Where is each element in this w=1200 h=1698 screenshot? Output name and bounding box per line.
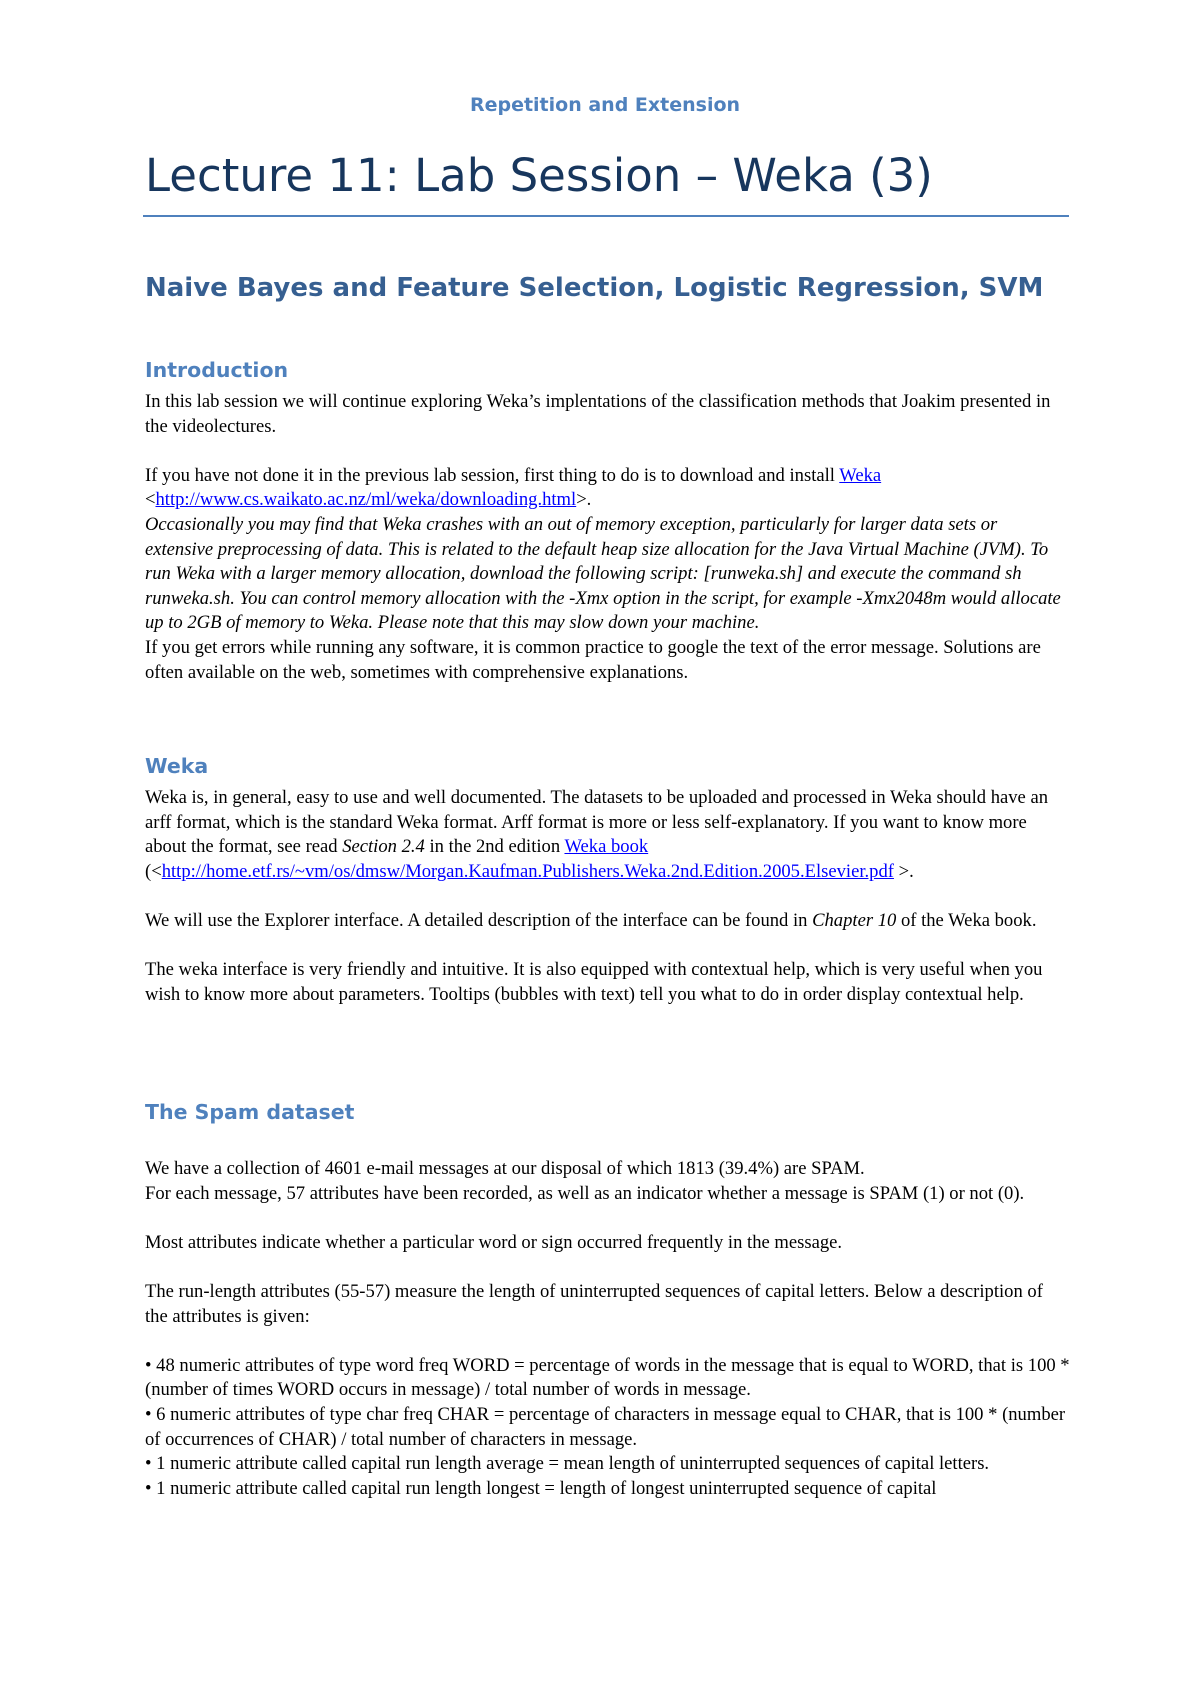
weka-link[interactable]: Weka [839,464,882,486]
weka-block [145,786,1070,1007]
spam-paragraph-1: We have a collection of 4601 e-mail messages at our disposal of which 1813 (39.4%) are SPAM. [145,1158,865,1179]
weka-paragraph-2 [145,909,1070,934]
weka-paragraph-1-mid: in the 2nd edition [424,836,565,858]
close-paren: >. [893,860,914,882]
weka-book-url-link[interactable]: http://home.etf.rs/~vm/os/dmsw/Morgan.Kaufman.Publishers.Weka.2nd.Edition.2005.Elsevier.pdf [161,860,894,882]
weka-paragraph-1 [145,786,1070,884]
spam-paragraph-2: For each message, 57 attributes have been recorded, as well as an indicator whether a message is SPAM (1) or not (0). [145,1182,1025,1204]
weka-paragraph-2-end: of the Weka book. [896,909,1037,931]
introduction-paragraph-1: In this lab session we will continue exploring Weka’s implentations of the classification methods that Joakim presented in the videolectures. [145,391,1051,437]
section-heading: Naive Bayes and Feature Selection, Logistic Regression, SVM [145,273,1044,303]
weka-paragraph-3: The weka interface is very friendly and intuitive. It is also equipped with contextual help, which is very useful when you wish to know more about parameters. Tooltips (bubbles with text) tell you what to do in order display contextual help. [145,959,1043,1005]
lt-sign: < [145,489,156,511]
open-paren: (< [145,860,162,882]
introduction-heading: Introduction [145,358,289,382]
page-title: Lecture 11: Lab Session – Weka (3) [145,149,933,202]
weka-download-url-link[interactable]: http://www.cs.waikato.ac.nz/ml/weka/downloading.html [155,489,577,511]
title-divider [143,215,1069,217]
attribute-bullet-1: • 48 numeric attributes of type word freq WORD = percentage of words in the message that is equal to WORD, that is 100 * (number of times WORD occurs in message) / total number of words in message. [145,1354,1070,1401]
weka-book-link[interactable]: Weka book [564,836,649,858]
header-subtitle: Repetition and Extension [469,94,741,116]
introduction-block [145,390,1070,685]
weka-paragraph-2-start: We will use the Explorer interface. A detailed description of the interface can be found in [145,909,813,931]
introduction-paragraph-2 [145,464,1070,513]
spam-block [145,1157,1070,1501]
spam-paragraph-3: Most attributes indicate whether a particular word or sign occurred frequently in the message. [145,1231,843,1253]
weka-heading: Weka [145,754,209,778]
introduction-paragraph-3: If you get errors while running any software, it is common practice to google the text of the error message. Solutions are often available on the web, sometimes with comprehensive explanations. [145,636,1041,683]
attribute-bullet-3: • 1 numeric attribute called capital run length average = mean length of uninterrupted sequences of capital letters. [145,1453,990,1475]
chapter-reference: Chapter 10 [812,909,897,931]
weka-paragraph-1-start: Weka is, in general, easy to use and well documented. The datasets to be uploaded and processed in Weka should have an arff format, which is the standard Weka format. Arff format is more or less self-explanatory. If you want to know more about the format, see read [145,787,1049,858]
spam-paragraph-4: The run-length attributes (55-57) measure the length of uninterrupted sequences of capital letters. Below a description of the attributes is given: [145,1280,1043,1327]
gt-sign: >. [576,489,592,511]
memory-note-paragraph: Occasionally you may find that Weka crashes with an out of memory exception, particularly for larger data sets or extensive preprocessing of data. This is related to the default heap size allocation for the Java Virtual Machine (JVM). To run Weka with a larger memory allocation, download the following script: [runweka.sh] and execute the command sh runweka.sh. You can control memory allocation with the -Xmx option in the script, for example -Xmx2048m would allocate up to 2GB of memory to Weka. Please note that this may slow down your machine. [145,513,1061,634]
section-reference: Section 2.4 [342,836,425,858]
introduction-install-text: If you have not done it in the previous lab session, first thing to do is to download and install [145,464,840,486]
spam-heading: The Spam dataset [145,1100,355,1124]
attribute-bullet-2: • 6 numeric attributes of type char freq CHAR = percentage of characters in message equal to CHAR, that is 100 * (number of occurrences of CHAR) / total number of characters in message. [145,1403,1066,1450]
attribute-bullet-4: • 1 numeric attribute called capital run length longest = length of longest uninterrupted sequence of capital [145,1477,937,1499]
